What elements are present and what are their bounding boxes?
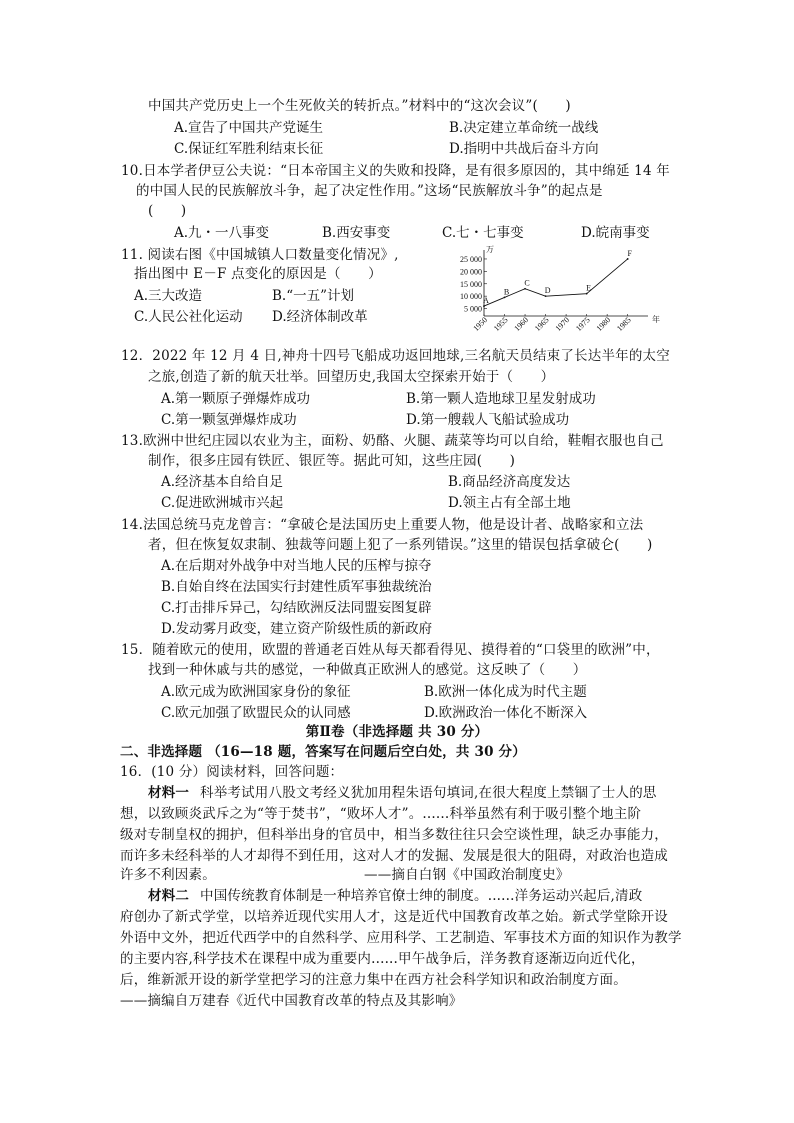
material-2-label: 材料二 bbox=[148, 888, 190, 904]
q15-stem-line1: 15．随着欧元的使用，欧盟的普通老百姓从每天都看得见、摸得着的“口袋里的欧洲”中， bbox=[121, 642, 660, 658]
data-point bbox=[545, 295, 547, 297]
q9-option-b[interactable]: B.决定建立革命统一战线 bbox=[449, 120, 599, 136]
point-label: D bbox=[544, 286, 551, 296]
x-tick-label: 1980 bbox=[594, 315, 613, 334]
point-label: E bbox=[586, 283, 592, 293]
point-label: A bbox=[483, 296, 489, 306]
q9-option-c[interactable]: C.保证红军胜利结束长征 bbox=[174, 141, 324, 157]
x-tick-label: 1965 bbox=[532, 315, 551, 334]
q9-stem-continuation: 中国共产党历史上一个生死攸关的转折点。”材料中的“这次会议”( ) bbox=[148, 98, 571, 114]
q10-option-a[interactable]: A.九・一八事变 bbox=[174, 225, 270, 241]
point-label: F bbox=[627, 248, 632, 258]
q12-option-c[interactable]: C.第一颗氢弹爆炸成功 bbox=[161, 412, 297, 428]
material-1-line3: 级对专制皇权的拥护，但科举出身的官员中，相当多数往往只会空谈性理，缺乏办事能力， bbox=[120, 827, 668, 843]
q12-stem-line1: 12．2022 年 12 月 4 日,神舟十四号飞船成功返回地球,三名航天员结束了长达半年的太空 bbox=[121, 348, 670, 364]
material-2-line1: 中国传统教育体制是一种培养官僚士绅的制度。......洋务运动兴起后,清政 bbox=[200, 888, 643, 904]
x-tick-label: 1975 bbox=[574, 315, 592, 334]
y-tick-label: 25 000 bbox=[460, 254, 482, 264]
q12-option-d[interactable]: D.第一艘载人飞船试验成功 bbox=[406, 412, 570, 428]
urban-population-chart bbox=[440, 245, 680, 334]
q11-option-d[interactable]: D.经济体制改革 bbox=[272, 309, 368, 325]
section-2-title: 第Ⅱ卷（非选择题 共 30 分） bbox=[305, 724, 489, 740]
q13-option-b[interactable]: B.商品经济高度发达 bbox=[448, 474, 571, 490]
y-tick-label: 15 000 bbox=[460, 279, 482, 289]
q11-option-c[interactable]: C.人民公社化运动 bbox=[134, 309, 243, 325]
section-2-heading: 二、非选择题 （16—18 题，答案写在问题后空白处，共 30 分） bbox=[120, 744, 526, 760]
material-1-line2: 想，以致顾炎武斥之为“等于焚书”，“败坏人才”。......科举虽然有利于吸引整个地主阶 bbox=[120, 806, 642, 822]
q14-option-d[interactable]: D.发动雾月政变，建立资产阶级性质的新政府 bbox=[161, 621, 433, 637]
chart-svg bbox=[440, 245, 680, 334]
x-tick-label: 1970 bbox=[553, 315, 572, 334]
q14-option-c[interactable]: C.打击排斥异己，勾结欧洲反法同盟妄图复辟 bbox=[161, 600, 432, 616]
q15-stem-line2: 找到一种休戚与共的感觉，一种做真正欧洲人的感觉。这反映了（ ） bbox=[148, 662, 587, 678]
q12-option-b[interactable]: B.第一颗人造地球卫星发射成功 bbox=[406, 391, 596, 407]
material-2-line3: 外语中文外，把近代西学中的自然科学、应用科学、工艺制造、军事技术方面的知识作为教学 bbox=[120, 930, 682, 946]
y-axis-unit: 万 bbox=[486, 245, 494, 254]
q15-option-c[interactable]: C.欧元加强了欧盟民众的认同感 bbox=[161, 705, 351, 721]
q10-option-c[interactable]: C.七・七事变 bbox=[442, 225, 524, 241]
q14-stem-line2: 者，但在恢复奴隶制、独裁等问题上犯了一系列错误。”这里的错误包括拿破仑( ) bbox=[148, 537, 653, 553]
x-tick-label: 1950 bbox=[471, 315, 490, 334]
q11-stem-line2: 指出图中 E－F 点变化的原因是（ ） bbox=[134, 266, 382, 282]
data-point bbox=[524, 288, 526, 290]
q10-option-b[interactable]: B.西安事变 bbox=[322, 225, 391, 241]
q13-stem-line2: 制作，很多庄园有铁匠、银匠等。据此可知，这些庄园( ) bbox=[148, 453, 516, 469]
q9-option-d[interactable]: D.指明中共战后奋斗方向 bbox=[449, 141, 599, 157]
q9-option-a[interactable]: A.宣告了中国共产党诞生 bbox=[174, 120, 324, 136]
q16-heading: 16．(10 分）阅读材料，回答问题： bbox=[120, 764, 344, 780]
q13-option-c[interactable]: C.促进欧洲城市兴起 bbox=[161, 495, 284, 511]
q10-answer-blank: ( ) bbox=[148, 203, 187, 219]
point-label: C bbox=[524, 278, 530, 288]
data-point bbox=[504, 297, 506, 299]
y-tick-label: 5 000 bbox=[464, 304, 482, 314]
data-point bbox=[586, 293, 588, 295]
y-tick-label: 10 000 bbox=[460, 292, 482, 302]
material-2-line4: 的主要内容,科学技术在课程中成为重要内......甲午战争后，洋务教育逐渐迈向近代化， bbox=[120, 951, 645, 967]
q10-stem-line2: 的中国人民的民族解放斗争，起了决定性作用。”这场“民族解放斗争”的起点是 bbox=[136, 183, 603, 199]
q15-option-a[interactable]: A.欧元成为欧洲国家身份的象征 bbox=[161, 684, 351, 700]
material-1-line4: 而许多未经科举的人才却得不到任用，这对人才的发掘、发展是很大的阻碍，对政治也造成 bbox=[120, 848, 668, 864]
population-series-line bbox=[484, 259, 628, 306]
q10-option-d[interactable]: D.皖南事变 bbox=[581, 225, 650, 241]
q14-stem-line1: 14.法国总统马克龙曾言：“拿破仑是法国历史上重要人物，他是设计者、战略家和立法 bbox=[121, 517, 644, 533]
q13-option-a[interactable]: A.经济基本自给自足 bbox=[161, 474, 284, 490]
q11-stem-line1: 11. 阅读右图《中国城镇人口数量变化情况》, bbox=[121, 247, 399, 263]
material-2-source: ——摘编自万建春《近代中国教育改革的特点及其影响》 bbox=[120, 993, 463, 1009]
q14-option-b[interactable]: B.自始自终在法国实行封建性质军事独裁统治 bbox=[161, 579, 432, 595]
q11-option-b[interactable]: B.“一五”计划 bbox=[272, 288, 355, 304]
x-tick-label: 1955 bbox=[491, 315, 510, 334]
y-tick-label: 20 000 bbox=[460, 267, 482, 277]
point-label: B bbox=[503, 287, 510, 297]
q12-option-a[interactable]: A.第一颗原子弹爆炸成功 bbox=[161, 391, 311, 407]
q13-stem-line1: 13.欧洲中世纪庄园以农业为主，面粉、奶酪、火腿、蔬菜等均可以自给，鞋帽衣服也自己 bbox=[121, 433, 664, 449]
q12-stem-line2: 之旅,创造了新的航天壮举。回望历史,我国太空探索开始于（ ） bbox=[148, 369, 555, 385]
material-1-line1: 科举考试用八股文考经义犹加用程朱语句填词,在很大程度上禁锢了士人的思 bbox=[200, 785, 657, 801]
q15-option-d[interactable]: D.欧洲政治一体化不断深入 bbox=[424, 705, 588, 721]
q10-stem-line1: 10.日本学者伊豆公夫说：“日本帝国主义的失败和投降，是有很多原因的，其中绵延 14 年 bbox=[121, 163, 670, 179]
data-point bbox=[627, 258, 629, 260]
material-2-line5: 后，维新派开设的新学堂把学习的注意力集中在西方社会科学知识和政治制度方面。 bbox=[120, 972, 627, 988]
material-1-source: ——摘自白钢《中国政治制度史》 bbox=[364, 867, 570, 883]
x-axis-unit: 年 bbox=[652, 315, 660, 324]
q13-option-d[interactable]: D.领主占有全部土地 bbox=[448, 495, 571, 511]
x-tick-label: 1985 bbox=[615, 315, 633, 334]
data-point bbox=[483, 305, 485, 307]
q15-option-b[interactable]: B.欧洲一体化成为时代主题 bbox=[424, 684, 587, 700]
q14-option-a[interactable]: A.在后期对外战争中对当地人民的压榨与掠夺 bbox=[161, 558, 432, 574]
material-2-line2: 府创办了新式学堂，以培养近现代实用人才，这是近代中国教育改革之始。新式学堂除开设 bbox=[120, 909, 668, 925]
x-tick-label: 1960 bbox=[512, 315, 531, 334]
material-1-label: 材料一 bbox=[148, 785, 190, 801]
material-1-line5: 许多不利因素。 bbox=[120, 867, 216, 883]
q11-option-a[interactable]: A.三大改造 bbox=[134, 288, 203, 304]
